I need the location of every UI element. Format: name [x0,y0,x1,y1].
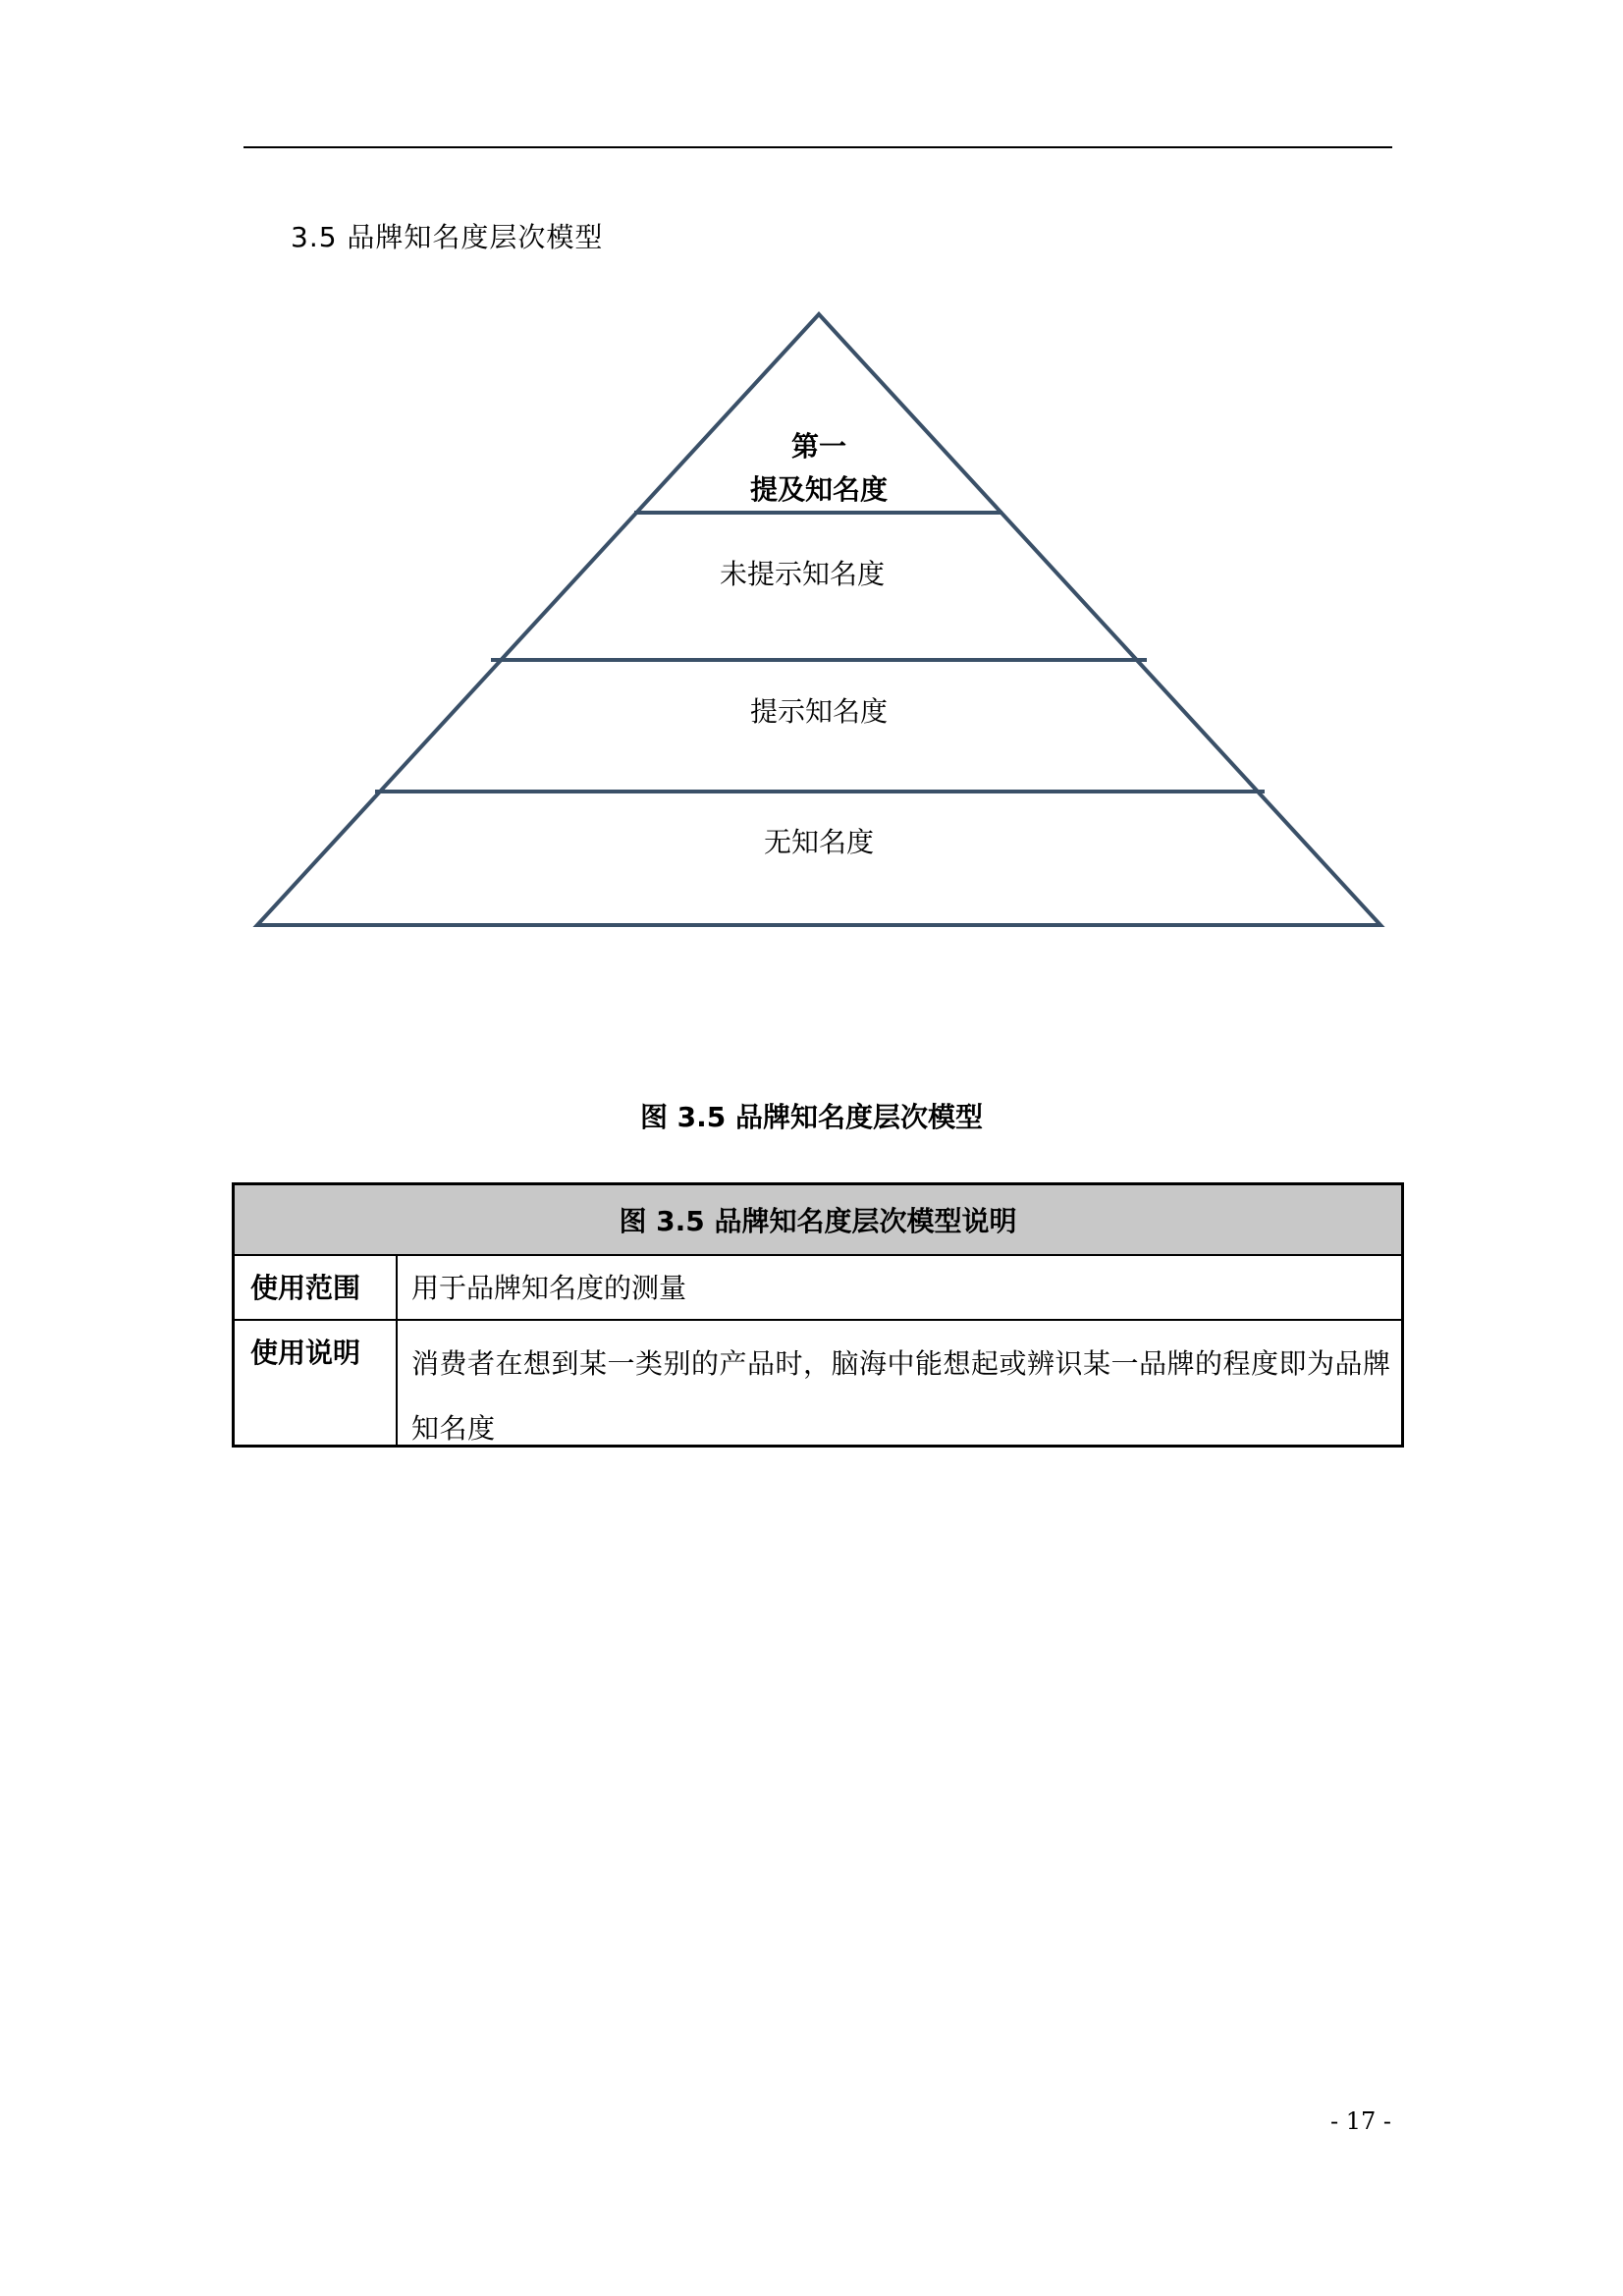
pyramid-top-level-line1: 第一 [790,430,846,463]
row-label-scope: 使用范围 [235,1256,398,1319]
page-number: - 17 - [1329,2107,1391,2135]
pyramid-level-unaided: 未提示知名度 [719,558,885,590]
row-value-scope: 用于品牌知名度的测量 [411,1272,687,1304]
figure-caption: 图 3.5 品牌知名度层次模型 [639,1101,984,1133]
row-value-instructions: 消费者在想到某一类别的产品时，脑海中能想起或辨识某一品牌的程度即为品牌知名度 [411,1347,1391,1445]
section-heading: 3.5 品牌知名度层次模型 [291,221,604,253]
table-title: 图 3.5 品牌知名度层次模型说明 [235,1185,1401,1256]
pyramid-top-level-line2: 提及知名度 [749,473,888,506]
pyramid-level-aided: 提示知名度 [749,695,888,728]
description-table [232,1182,1404,1448]
table-row [235,1256,1401,1321]
pyramid-level-unaware: 无知名度 [763,826,874,858]
row-label-instructions: 使用说明 [235,1321,398,1445]
table-row [235,1321,1401,1445]
